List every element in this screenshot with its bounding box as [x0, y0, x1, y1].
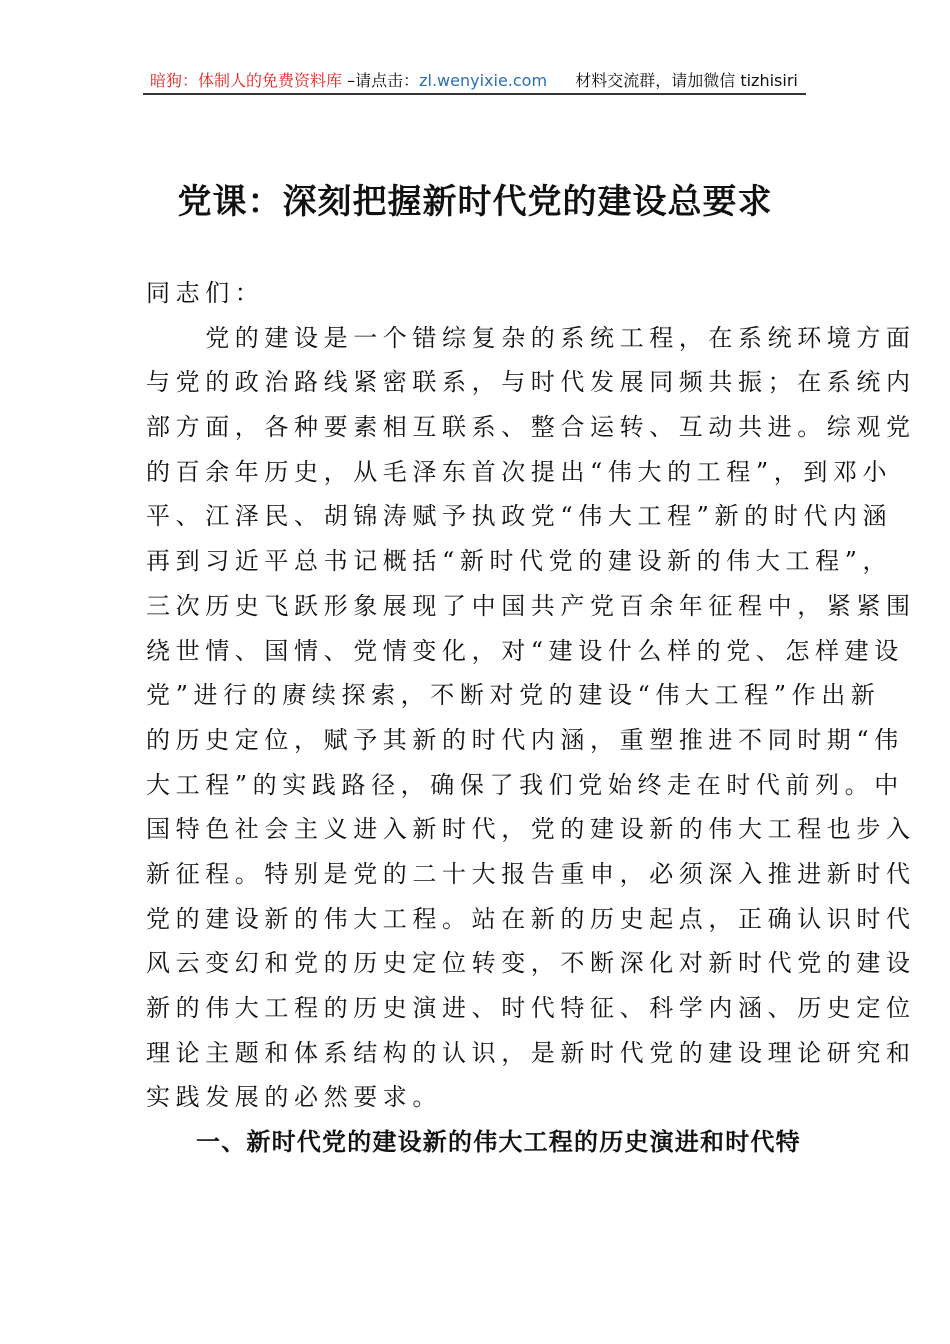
paragraph-line: 平、江泽民、胡锦涛赋予执政党“伟大工程”新的时代内涵	[146, 502, 893, 531]
paragraph-line: 党的建设是一个错综复杂的系统工程，在系统环境方面	[146, 323, 916, 352]
paragraph-line: 绕世情、国情、党情变化，对“建设什么样的党、怎样建设	[146, 636, 904, 665]
paragraph-line: 新征程。特别是党的二十大报告重申，必须深入推进新时代	[146, 859, 916, 888]
paragraph-line: 实践发展的必然要求。	[146, 1083, 442, 1112]
salutation: 同志们：	[146, 279, 265, 307]
paragraph-line: 党”进行的赓续探索，不断对党的建设“伟大工程”作出新	[146, 681, 881, 710]
header-prompt: –请点击：	[347, 71, 420, 90]
paragraph	[146, 321, 916, 1125]
paragraph-line: 党的建设新的伟大工程。站在新的历史起点，正确认识时代	[146, 904, 916, 933]
header-brand: 暗狗：体制人的免费资料库	[150, 71, 343, 90]
paragraph-line: 再到习近平总书记概括“新时代党的建设新的伟大工程”，	[146, 547, 893, 576]
paragraph-line: 部方面，各种要素相互联系、整合运转、互动共进。综观党	[146, 413, 916, 442]
paragraph-line: 的百余年历史，从毛泽东首次提出“伟大的工程”，到邓小	[146, 457, 893, 486]
paragraph-line: 三次历史飞跃形象展现了中国共产党百余年征程中，紧紧围	[146, 591, 916, 620]
document-title: 党课：深刻把握新时代党的建设总要求	[177, 182, 773, 222]
watermark-header	[150, 68, 810, 91]
paragraph-line: 国特色社会主义进入新时代，党的建设新的伟大工程也步入	[146, 815, 916, 844]
paragraph-line: 与党的政治路线紧密联系，与时代发展同频共振；在系统内	[146, 368, 916, 397]
document-body	[146, 276, 916, 1170]
paragraph-line: 新的伟大工程的历史演进、时代特征、科学内涵、历史定位	[146, 994, 916, 1022]
paragraph-line: 理论主题和体系结构的认识，是新时代党的建设理论研究和	[146, 1038, 916, 1067]
paragraph-line: 的历史定位，赋予其新的时代内涵，重塑推进不同时期“伟	[146, 725, 904, 754]
paragraph-line: 风云变幻和党的历史定位转变，不断深化对新时代党的建设	[146, 949, 916, 978]
section-heading: 一、新时代党的建设新的伟大工程的历史演进和时代特	[196, 1128, 801, 1157]
header-contact: 材料交流群，请加微信 tizhisiri	[575, 71, 798, 90]
header-link[interactable]: zl.wenyixie.com	[419, 71, 548, 90]
paragraph-line: 大工程”的实践路径，确保了我们党始终走在时代前列。中	[146, 770, 904, 799]
header-divider	[143, 93, 806, 95]
